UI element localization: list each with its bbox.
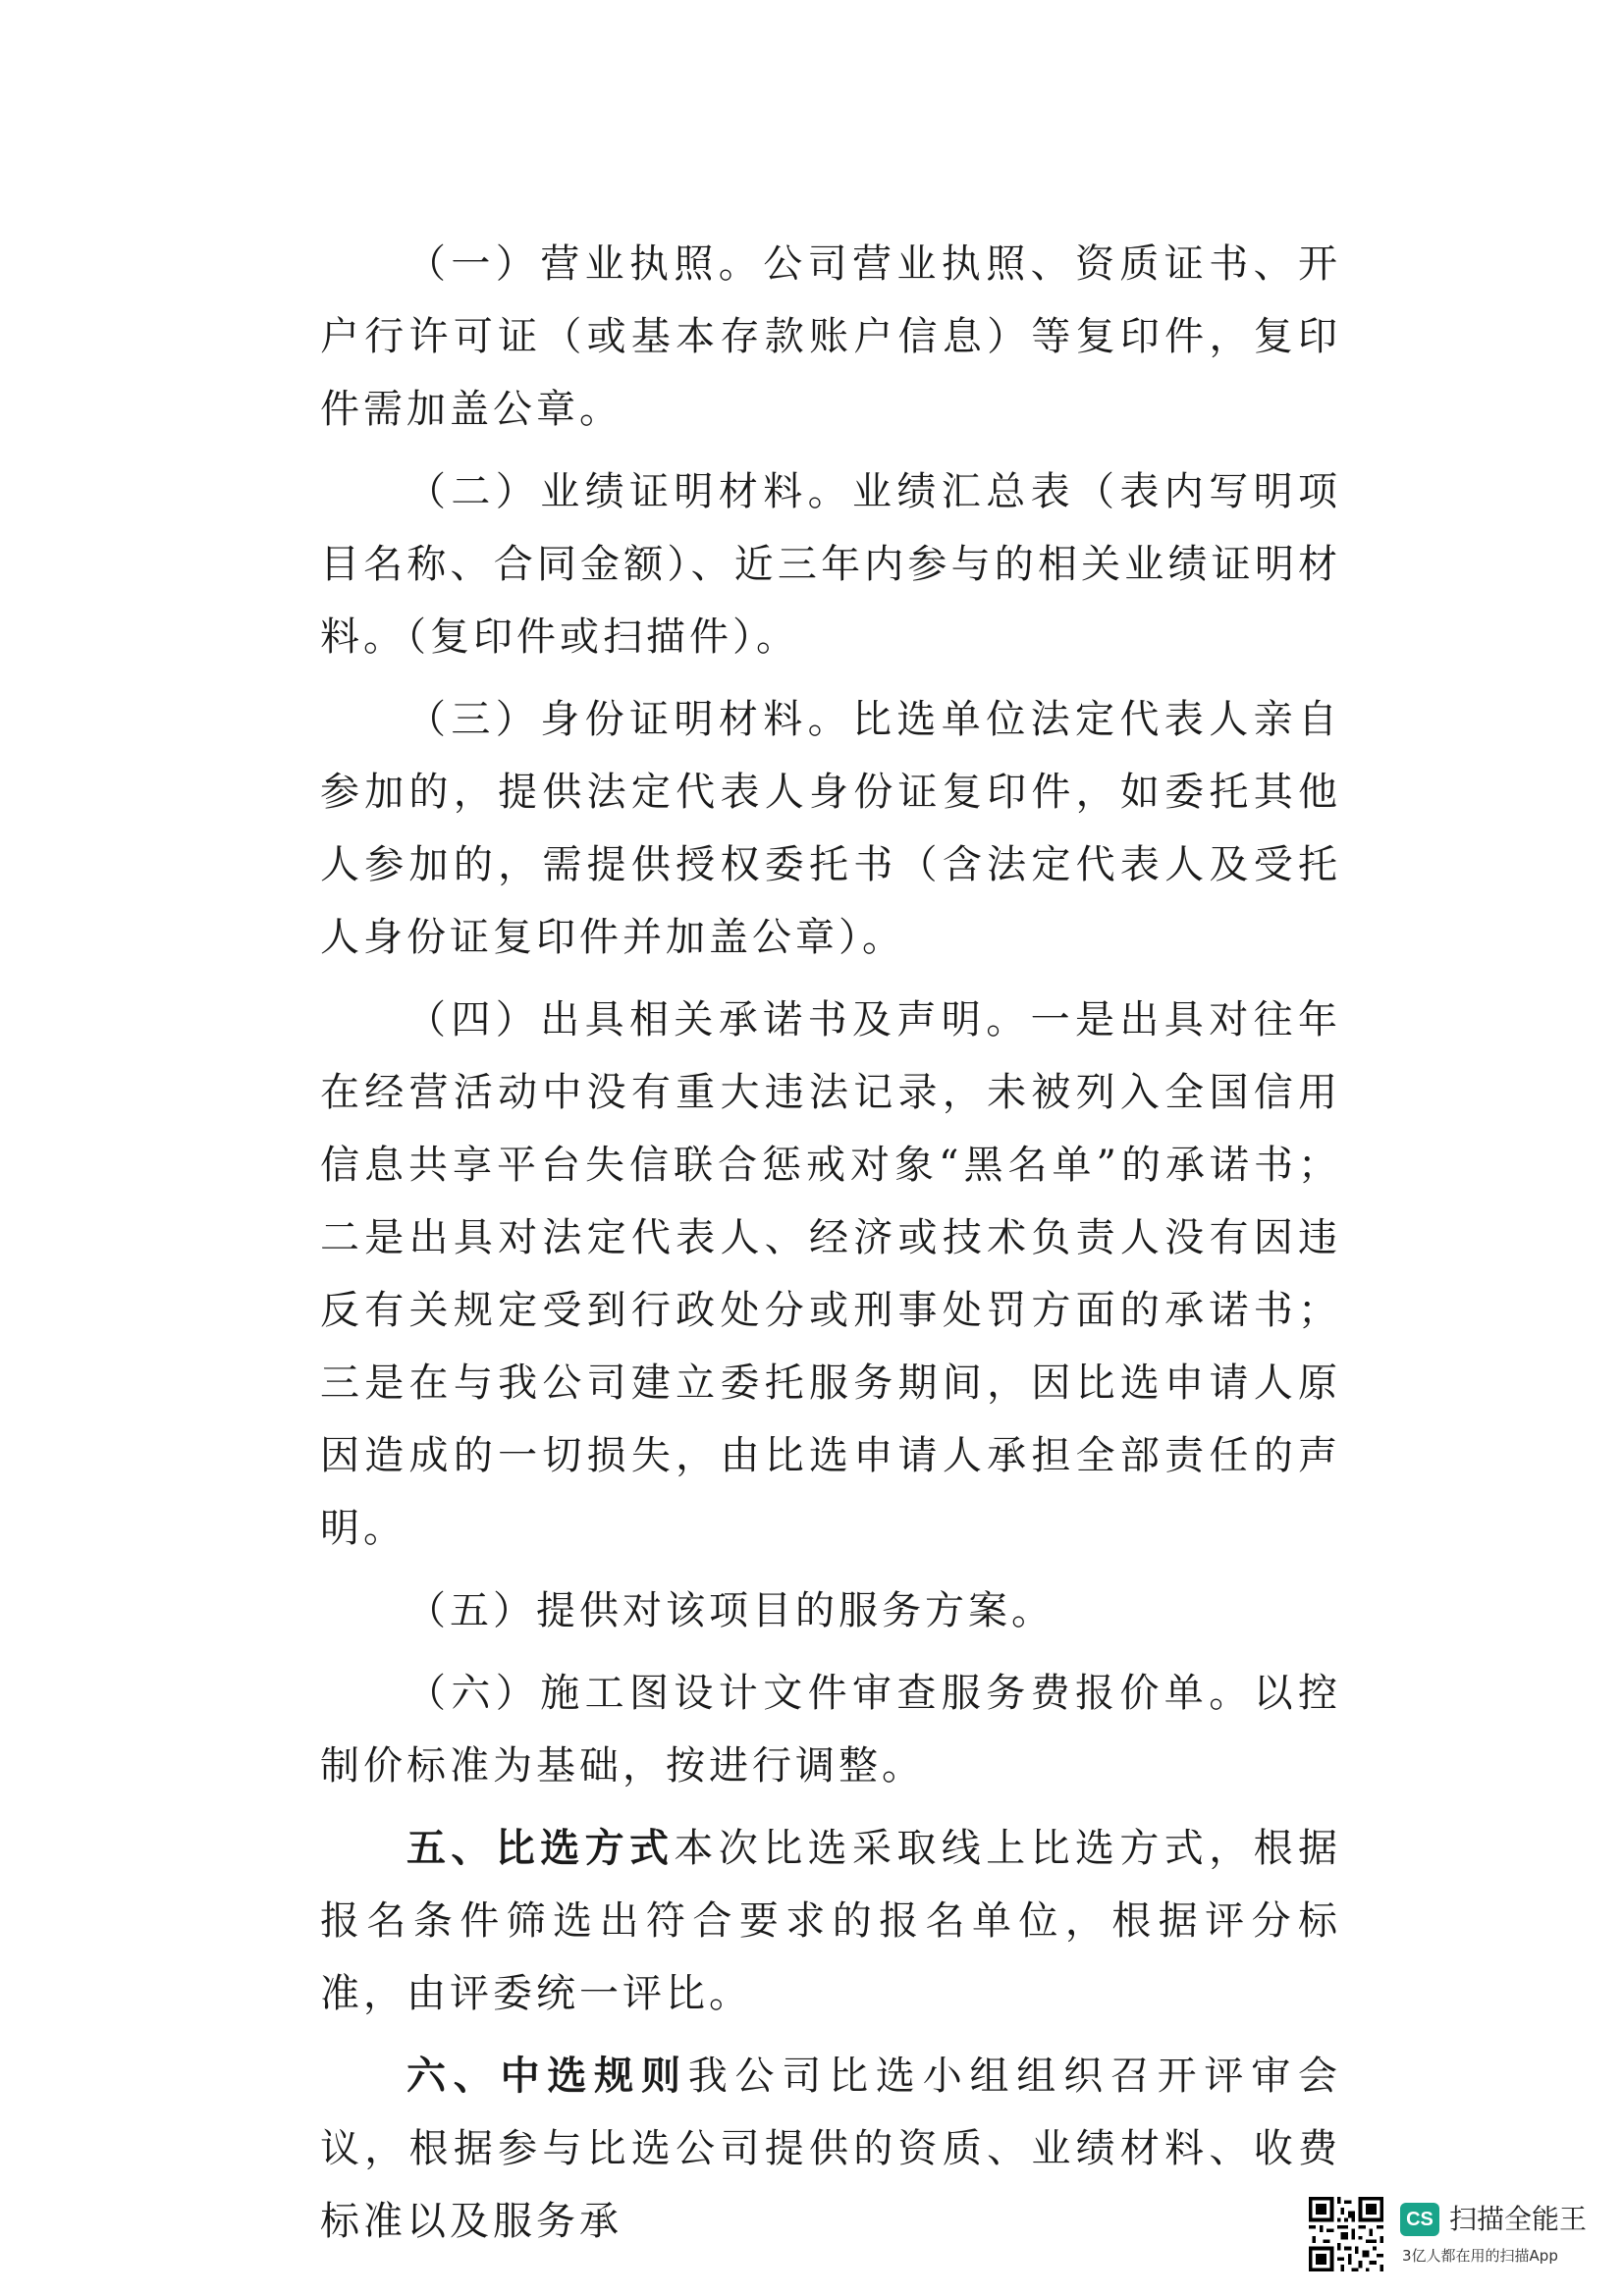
paragraph-gap bbox=[320, 673, 1341, 683]
paragraph-quotation bbox=[320, 1657, 1341, 1802]
scanner-watermark bbox=[1309, 2197, 1603, 2285]
paragraph-identity-proof bbox=[320, 683, 1341, 974]
section-selection-rules bbox=[320, 2040, 1341, 2258]
camscanner-logo-icon: CS bbox=[1400, 2203, 1439, 2236]
paragraph-text: （三）身份证明材料。比选单位法定代表人亲自参加的，提供法定代表人身份证复印件，如委托其他人参加的，需提供授权委托书（含法定代表人及受托人身份证复印件并加盖公章）。 bbox=[320, 697, 1341, 960]
qr-code-icon bbox=[1309, 2197, 1383, 2271]
paragraph-text: 我公司比选小组组织召开评审会议，根据参与比选公司提供的资质、业绩材料、收费标准以及服务承 bbox=[320, 2054, 1342, 2244]
paragraph-gap bbox=[320, 1802, 1341, 1812]
paragraph-gap bbox=[320, 974, 1341, 984]
section-selection-method bbox=[320, 1812, 1341, 2030]
paragraph-text: 本次比选采取线上比选方式，根据报名条件筛选出符合要求的报名单位，根据评分标准，由评委统一评比。 bbox=[320, 1826, 1342, 2016]
paragraph-commitment bbox=[320, 984, 1341, 1565]
paragraph-text: （五）提供对该项目的服务方案。 bbox=[406, 1588, 1055, 1633]
paragraph-gap bbox=[320, 1647, 1341, 1657]
brand-tagline: 3亿人都在用的扫描App bbox=[1402, 2247, 1558, 2265]
section-heading: 六、中选规则 bbox=[406, 2053, 688, 2099]
document-body bbox=[320, 228, 1341, 2258]
paragraph-text: （一）营业执照。公司营业执照、资质证书、开户行许可证（或基本存款账户信息）等复印件，复印件需加盖公章。 bbox=[320, 241, 1341, 432]
paragraph-gap bbox=[320, 446, 1341, 455]
paragraph-text: （四）出具相关承诺书及声明。一是出具对往年在经营活动中没有重大违法记录，未被列入全国信用信息共享平台失信联合惩戒对象“黑名单”的承诺书；二是出具对法定代表人、经济或技术负责人没有因违反有关规定受到行政处分或刑事处罚方面的承诺书；三是在与我公司建立委托服务期间，因比选申请人原因造成的一切损失，由比选申请人承担全部责任的声明。 bbox=[320, 997, 1341, 1551]
paragraph-text: （六）施工图设计文件审查服务费报价单。以控制价标准为基础，按进行调整。 bbox=[320, 1671, 1341, 1789]
paragraph-gap bbox=[320, 1565, 1341, 1575]
paragraph-text: （二）业绩证明材料。业绩汇总表（表内写明项目名称、合同金额）、近三年内参与的相关业绩证明材料。（复印件或扫描件）。 bbox=[320, 469, 1341, 660]
paragraph-gap bbox=[320, 2030, 1341, 2040]
section-heading: 五、比选方式 bbox=[406, 1825, 675, 1871]
paragraph-performance-proof bbox=[320, 455, 1341, 673]
paragraph-service-plan bbox=[320, 1575, 1341, 1647]
brand-name: 扫描全能王 bbox=[1449, 2203, 1588, 2235]
paragraph-business-license bbox=[320, 228, 1341, 446]
